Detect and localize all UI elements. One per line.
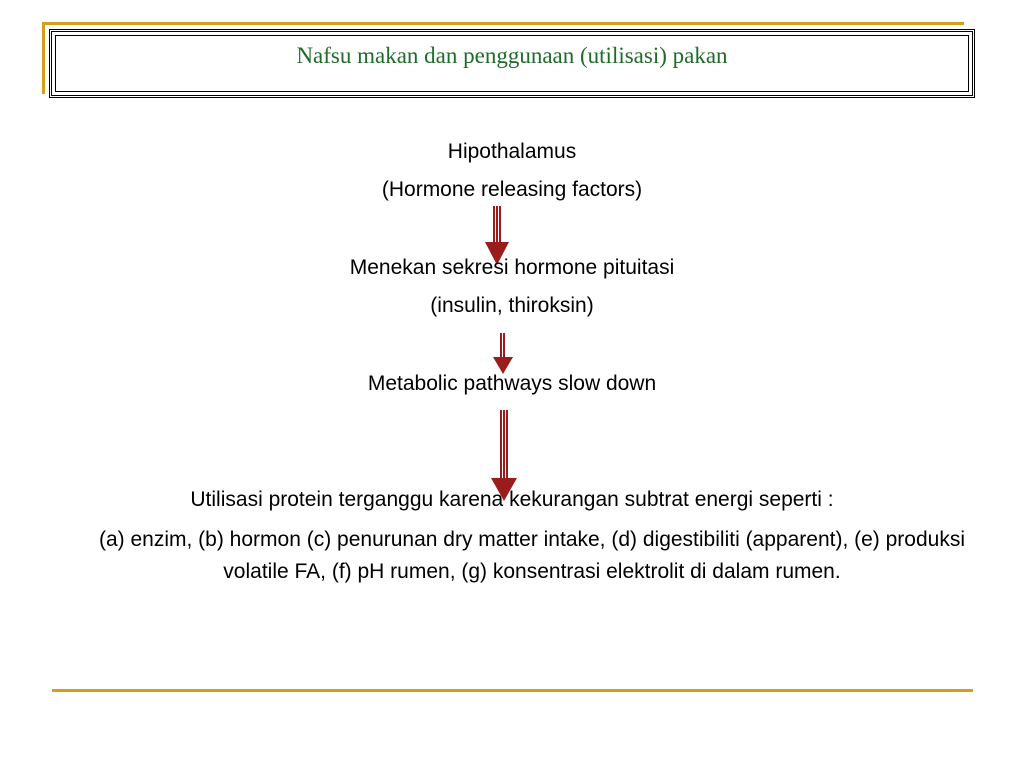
- pituitary-suppression-label: Menekan sekresi hormone pituitasi: [349, 256, 675, 279]
- insulin-thyroxine-label: (insulin, thiroksin): [430, 294, 594, 317]
- hypothalamus-label: Hipothalamus: [447, 140, 577, 163]
- hormone-releasing-factors-label: (Hormone releasing factors): [381, 178, 643, 201]
- slide-title: Nafsu makan dan penggunaan (utilisasi) pakan: [296, 43, 728, 68]
- gold-left-line: [42, 22, 45, 94]
- metabolic-pathways-label: Metabolic pathways slow down: [367, 372, 657, 395]
- gold-bottom-line: [52, 689, 973, 692]
- down-arrow-2-icon: [492, 333, 514, 375]
- protein-utilization-label: Utilisasi protein terganggu karena kekurangan subtrat energi seperti :: [190, 488, 834, 511]
- affected-factors-paragraph: (a) enzim, (b) hormon (c) penurunan dry matter intake, (d) digestibiliti (apparent), (e) produksi volatile FA, (f) pH rumen, (g) konsentrasi elektrolit di dalam rumen.: [98, 528, 965, 583]
- gold-top-line: [42, 22, 964, 25]
- title-box: [49, 29, 975, 98]
